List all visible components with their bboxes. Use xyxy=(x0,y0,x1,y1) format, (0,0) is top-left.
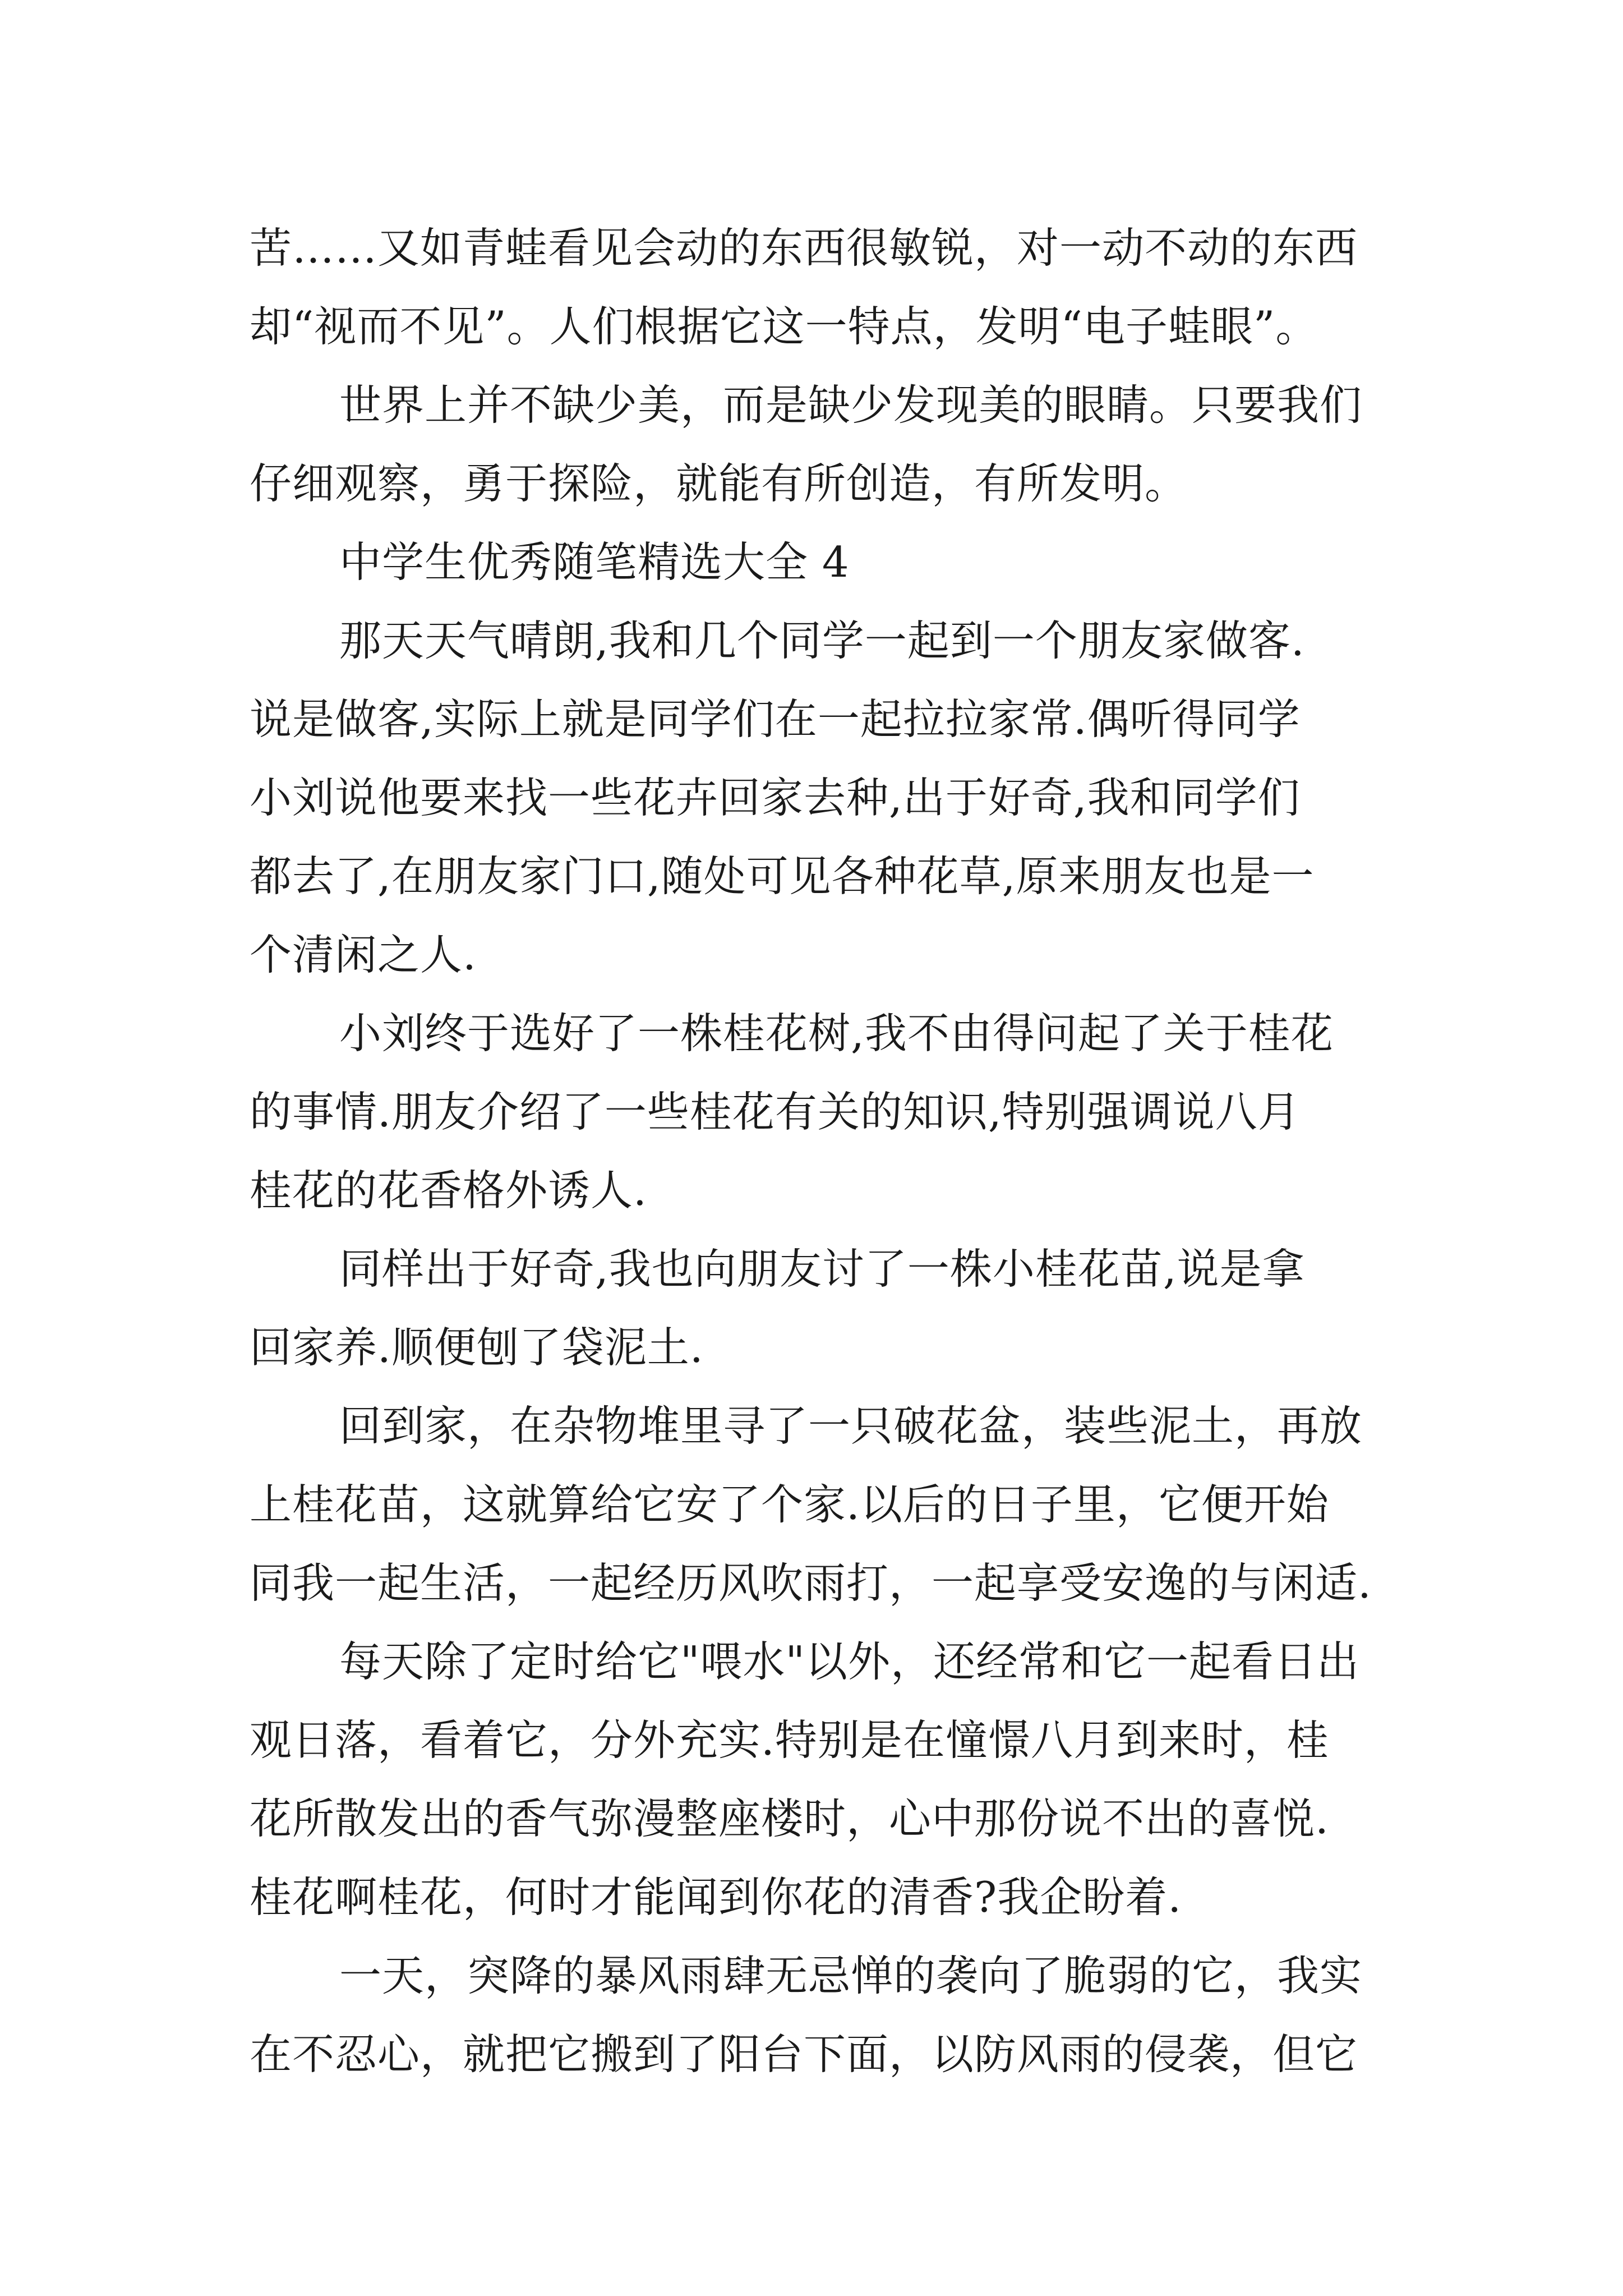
text-line-24: 在不忍心，就把它搬到了阳台下面，以防风雨的侵袭，但它 xyxy=(250,2030,1358,2079)
text-line-15: 回家养.顺便刨了袋泥土. xyxy=(250,1323,704,1372)
text-line-23: 一天，突降的暴风雨肆无忌惮的袭向了脆弱的它，我实 xyxy=(339,1951,1363,2000)
text-line-21: 花所散发出的香气弥漫整座楼时，心中那份说不出的喜悦. xyxy=(250,1794,1329,1843)
body-text xyxy=(250,209,1388,2093)
text-line-20: 观日落，看着它，分外充实.特别是在憧憬八月到来时，桂 xyxy=(250,1715,1329,1765)
text-line-19: 每天除了定时给它"喂水"以外，还经常和它一起看日出 xyxy=(339,1637,1359,1686)
text-line-4: 仔细观察，勇于探险，就能有所创造，有所发明。 xyxy=(250,459,1188,508)
text-line-22: 桂花啊桂花，何时才能闻到你花的清香?我企盼着. xyxy=(250,1872,1182,1922)
text-line-6: 那天天气晴朗,我和几个同学一起到一个朋友家做客. xyxy=(339,616,1305,665)
text-line-1: 苦……又如青蛙看见会动的东西很敏锐，对一动不动的东西 xyxy=(250,223,1358,273)
text-line-2: 却“视而不见”。人们根据它这一特点，发明“电子蛙眼”。 xyxy=(250,302,1318,351)
text-line-14: 同样出于好奇,我也向朋友讨了一株小桂花苗,说是拿 xyxy=(339,1244,1305,1294)
section-heading: 中学生优秀随笔精选大全 4 xyxy=(339,537,850,587)
text-line-3: 世界上并不缺少美，而是缺少发现美的眼睛。只要我们 xyxy=(339,380,1363,430)
text-line-18: 同我一起生活，一起经历风吹雨打，一起享受安逸的与闲适. xyxy=(250,1558,1372,1608)
text-line-16: 回到家，在杂物堆里寻了一只破花盆，装些泥土，再放 xyxy=(339,1401,1363,1451)
text-line-17: 上桂花苗，这就算给它安了个家.以后的日子里，它便开始 xyxy=(250,1480,1329,1529)
text-line-13: 桂花的花香格外诱人. xyxy=(250,1166,647,1215)
text-line-9: 都去了,在朋友家门口,随处可见各种花草,原来朋友也是一 xyxy=(250,852,1315,901)
text-line-11: 小刘终于选好了一株桂花树,我不由得问起了关于桂花 xyxy=(339,1009,1334,1058)
text-line-8: 小刘说他要来找一些花卉回家去种,出于好奇,我和同学们 xyxy=(250,773,1301,822)
text-line-7: 说是做客,实际上就是同学们在一起拉拉家常.偶听得同学 xyxy=(250,694,1301,744)
text-line-12: 的事情.朋友介绍了一些桂花有关的知识,特别强调说八月 xyxy=(250,1087,1301,1137)
text-line-10: 个清闲之人. xyxy=(250,930,477,979)
